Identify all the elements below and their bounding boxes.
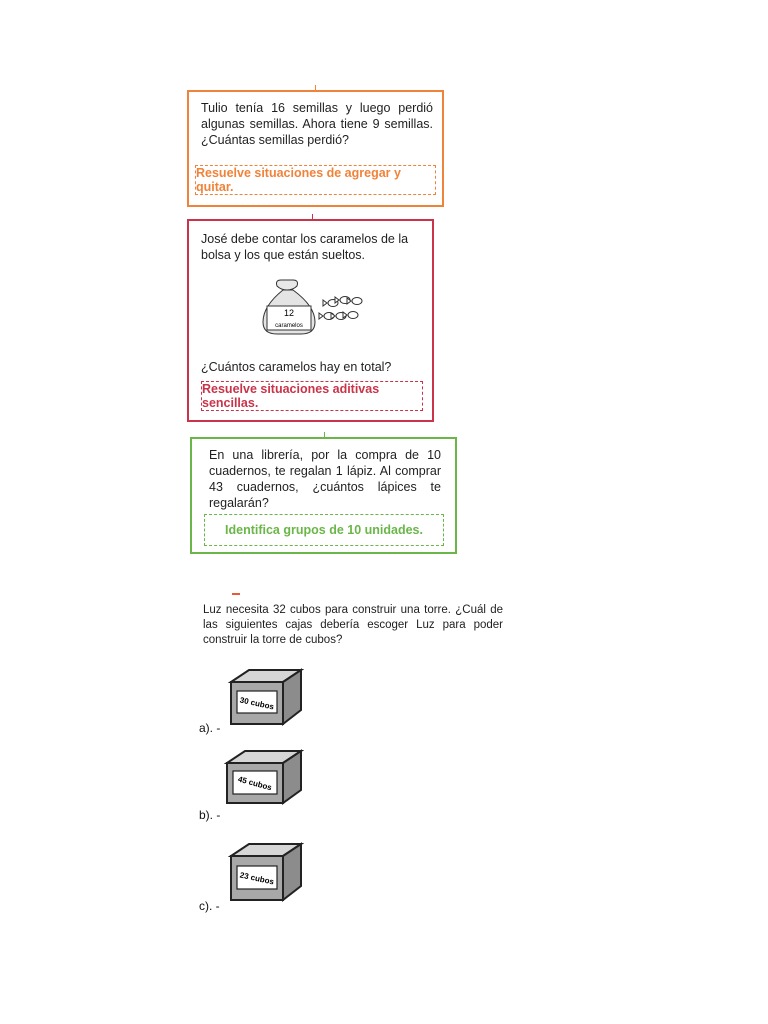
problem-card-3: [190, 437, 457, 554]
box-c-label: 23 cubos: [238, 870, 275, 887]
card-1-skill: Resuelve situaciones de agregar y quitar.: [195, 165, 436, 195]
option-b-label: b). -: [199, 808, 221, 822]
problem-marker: [232, 593, 240, 595]
problem-card-1: [187, 90, 444, 207]
box-a-label: 30 cubos: [238, 695, 275, 712]
candy-bag-illustration: [257, 276, 367, 336]
problem-question: Luz necesita 32 cubos para construir una torre. ¿Cuál de las siguientes cajas debería escoger Luz para poder construir la torre de cubos?: [203, 604, 503, 646]
box-b-label: 45 cubos: [236, 774, 273, 793]
option-c-label: c). -: [199, 899, 220, 913]
cube-box-c: [228, 841, 304, 903]
card-1-question: Tulio tenía 16 semillas y luego perdió algunas semillas. Ahora tiene 9 semillas. ¿Cuántas semillas perdió?: [201, 101, 433, 147]
option-a-label: a). -: [199, 721, 221, 735]
card-3-skill: Identifica grupos de 10 unidades.: [204, 514, 444, 546]
cube-box-a: [228, 667, 304, 727]
bag-number: 12: [283, 308, 295, 318]
bag-word: caramelos: [275, 323, 303, 329]
card-2-question: José debe contar los caramelos de la bolsa y los que están sueltos.: [201, 232, 409, 262]
card-2-question-2: ¿Cuántos caramelos hay en total?: [201, 360, 392, 374]
cube-box-b: [224, 748, 304, 806]
problem-card-2: [187, 219, 434, 422]
card-2-skill: Resuelve situaciones aditivas sencillas.: [201, 381, 423, 411]
card-3-question: En una librería, por la compra de 10 cuadernos, te regalan 1 lápiz. Al comprar 43 cuadernos, ¿cuántos lápices te regalarán?: [209, 448, 441, 510]
loose-candies: [319, 297, 362, 320]
